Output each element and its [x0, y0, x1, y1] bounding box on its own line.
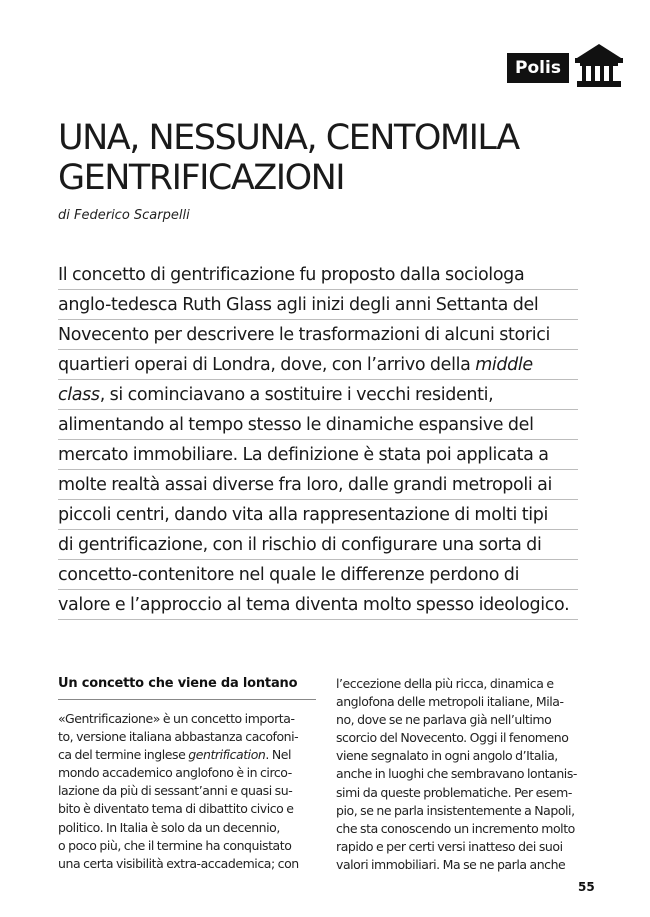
lead-text: , si cominciavano a sostituire i vecchi residenti, [99, 385, 494, 405]
section-badge [507, 53, 569, 83]
body-line: anche in luoghi che sembravano lontanis- [336, 766, 577, 782]
body-line: to, versione italiana abbastanza cacofoni- [58, 729, 299, 745]
article-author: di Federico Scarpelli [58, 208, 190, 223]
body-column-left [58, 675, 316, 873]
body-line: una certa visibilità extra-accademica; con [58, 855, 299, 871]
body-line: mondo accademico anglofono è in circo- [58, 765, 292, 781]
lead-line: anglo-tedesca Ruth Glass agli inizi degli anni Settanta del [58, 290, 578, 320]
body-text: . Nel [265, 747, 291, 763]
article-title-line-2: GENTRIFICAZIONI [58, 158, 345, 198]
section-heading: Un concetto che viene da lontano [58, 675, 316, 700]
body-italic-text: gentrification [188, 747, 266, 763]
body-line: viene segnalato in ogni angolo d’Italia, [336, 748, 558, 764]
lead-line: alimentando al tempo stesso le dinamiche espansive del [58, 410, 578, 440]
body-line: o poco più, che il termine ha conquistato [58, 837, 292, 853]
section-badge-label: Polis [515, 58, 561, 78]
lead-line: piccoli centri, dando vita alla rappresentazione di molti tipi [58, 500, 578, 530]
lead-line [58, 380, 578, 410]
article-title [58, 118, 598, 198]
lead-line: valore e l’approccio al tema diventa molto spesso ideologico. [58, 590, 578, 620]
lead-paragraph [58, 260, 578, 620]
body-line [58, 746, 316, 764]
lead-italic-text: class [58, 385, 100, 405]
body-line: pio, se ne parla insistentemente a Napoli, [336, 802, 575, 818]
body-line: scorcio del Novecento. Oggi il fenomeno [336, 730, 569, 746]
body-line: politico. In Italia è solo da un decennio, [58, 819, 280, 835]
body-line: valori immobiliari. Ma se ne parla anche [336, 856, 566, 872]
body-line: simi da queste problematiche. Per esem- [336, 784, 572, 800]
lead-line: molte realtà assai diverse fra loro, dalle grandi metropoli ai [58, 470, 578, 500]
body-line: l’eccezione della più ricca, dinamica e [336, 676, 554, 691]
lead-line: Il concetto di gentrificazione fu proposto dalla sociologa [58, 260, 578, 290]
page-number: 55 [578, 880, 595, 894]
body-line: lazione da più di sessant’anni e quasi su- [58, 783, 293, 799]
body-line: bito è diventato tema di dibattito civico e [58, 801, 294, 817]
lead-line: di gentrificazione, con il rischio di configurare una sorta di [58, 530, 578, 560]
lead-line [58, 350, 578, 380]
body-line: no, dove se ne parlava già nell’ultimo [336, 712, 552, 728]
lead-italic-text: middle [475, 355, 533, 375]
body-column-right [336, 675, 598, 874]
lead-line: Novecento per descrivere le trasformazioni di alcuni storici [58, 320, 578, 350]
building-icon [573, 42, 625, 88]
lead-text: quartieri operai di Londra, dove, con l’arrivo della [58, 355, 476, 375]
body-line: «Gentrificazione» è un concetto importa- [58, 711, 295, 726]
article-title-line-1: UNA, NESSUNA, CENTOMILA [58, 118, 519, 158]
body-line: rapido e per certi versi inatteso dei suoi [336, 838, 563, 854]
lead-line: concetto-contenitore nel quale le differenze perdono di [58, 560, 578, 590]
body-line: che sta conoscendo un incremento molto [336, 820, 575, 836]
body-text: ca del termine inglese [58, 747, 189, 763]
body-line: anglofona delle metropoli italiane, Mila- [336, 694, 564, 710]
lead-line: mercato immobiliare. La definizione è stata poi applicata a [58, 440, 578, 470]
